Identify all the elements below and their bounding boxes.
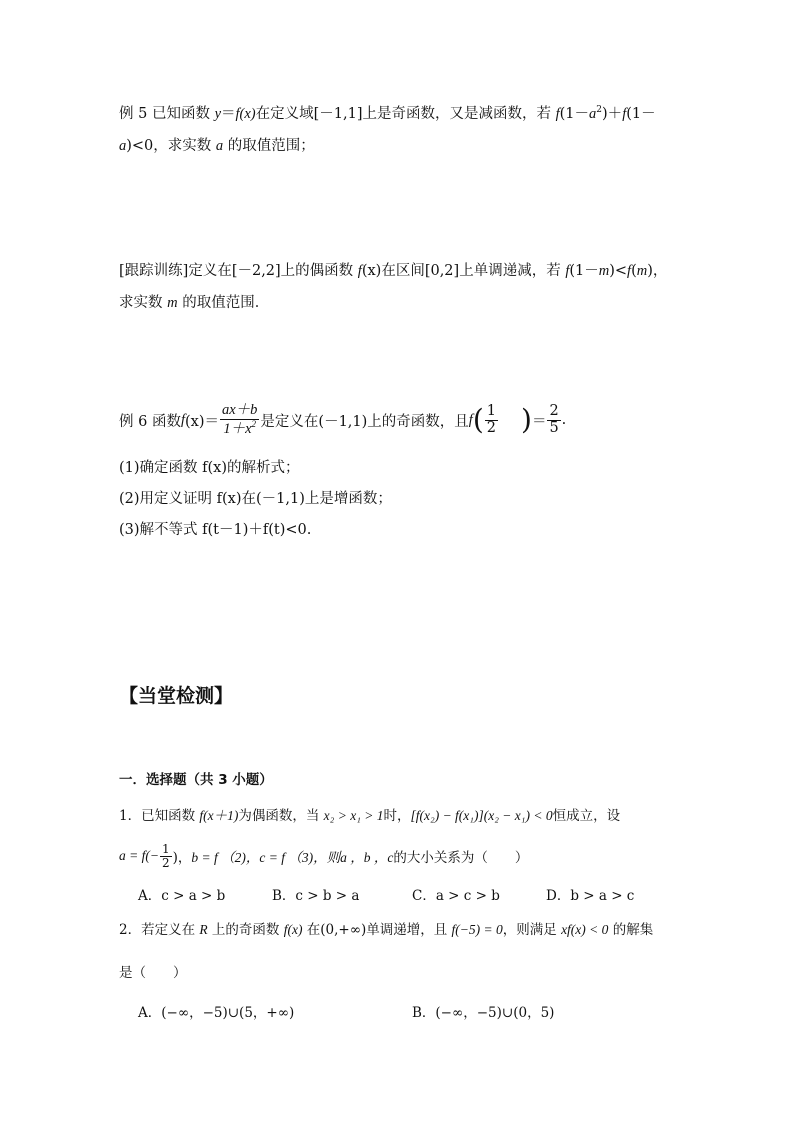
var-a: a xyxy=(215,138,224,154)
example6-intro: 例 6 函数 xyxy=(119,413,181,430)
example6-line1 xyxy=(119,398,566,442)
equals-sign: ＝ xyxy=(531,413,547,430)
q2-inequality: xf(x) < 0 xyxy=(561,922,609,937)
q2-option-b[interactable]: B．(−∞，−5)∪(0，5) xyxy=(412,1005,555,1021)
fraction-definition xyxy=(220,403,259,436)
expr-part: (1－ xyxy=(569,263,599,279)
example5-line2 xyxy=(119,134,315,155)
q1-text: )， xyxy=(172,850,192,866)
q1-bc-def: b = f （2)，c = f （3)，则 xyxy=(191,850,341,865)
question1-line1 xyxy=(119,804,620,824)
var-y: y xyxy=(214,106,221,122)
func-f: f xyxy=(468,411,473,428)
q1-a-def: a = f(− xyxy=(119,848,159,863)
example5-intro: 例 5 已知函数 xyxy=(119,106,215,122)
fraction-value xyxy=(547,404,560,435)
func-f: f xyxy=(627,263,632,279)
q1-option-d[interactable]: D．b > a > c xyxy=(546,888,635,904)
var-m: m xyxy=(598,263,610,279)
fraction-numerator: ax＋b xyxy=(221,402,258,419)
example6-q2: (2)用定义证明 f(x)在(－1,1)上是增函数； xyxy=(119,491,392,507)
q1-text: 恒成立，设 xyxy=(552,808,621,824)
follow-up-condition: (x)在区间[0,2]上单调递减，若 xyxy=(361,263,566,279)
expr-part: ( xyxy=(631,263,637,279)
exponent: 2 xyxy=(251,418,257,429)
denominator-text: 1＋x xyxy=(223,420,252,437)
expr-part: (1－ xyxy=(626,106,656,122)
func-f: f xyxy=(555,106,560,122)
fraction-half xyxy=(160,843,172,869)
follow-up-ask-end: 的取值范围． xyxy=(177,295,270,311)
fraction-denominator: 2 xyxy=(486,419,496,436)
example5-ask-end: 的取值范围； xyxy=(223,138,315,154)
q2-zero: f(−5) = 0 xyxy=(451,922,503,937)
example6-q3: (3)解不等式 f(t－1)＋f(t)<0. xyxy=(119,522,312,538)
var-m: m xyxy=(167,295,178,311)
func-f: f xyxy=(180,411,185,428)
right-paren: ) xyxy=(521,403,532,436)
question2-line2: 是（ ） xyxy=(119,965,187,981)
q1-intro: 1．已知函数 xyxy=(119,808,200,824)
follow-up-line1 xyxy=(119,259,667,280)
func-f: f xyxy=(235,106,240,122)
example5-condition: 在定义域[－1,1]上是奇函数，又是减函数，若 xyxy=(255,106,556,122)
q1-option-c[interactable]: C．a > c > b xyxy=(412,888,500,904)
q1-expression: [f(x₂) − f(x₁)](x₂ − x₁) < 0 xyxy=(410,808,553,823)
expr-part: )＋ xyxy=(602,106,623,122)
set-R: R xyxy=(199,922,208,937)
expr-part: (x)＝ xyxy=(184,413,219,430)
q1-text: 时， xyxy=(383,808,411,824)
func-f: f xyxy=(565,263,570,279)
q2-option-a[interactable]: A．(−∞，−5)∪(5，+∞) xyxy=(138,1005,295,1021)
q2-text: ，则满足 xyxy=(502,922,562,938)
func-arg: (x) xyxy=(239,106,256,122)
q2-function: f(x) xyxy=(283,922,303,937)
follow-up-line2 xyxy=(119,291,269,312)
q1-option-a[interactable]: A．c > a > b xyxy=(138,888,226,904)
choice-section-subtitle: 一．选择题（共 3 小题） xyxy=(119,772,273,788)
q2-text: 的解集 xyxy=(608,922,654,938)
fraction-denominator: 5 xyxy=(549,419,559,436)
q1-ask: 的大小关系为（ ） xyxy=(393,850,529,866)
question1-line2 xyxy=(119,838,528,874)
var-m: m xyxy=(636,263,648,279)
follow-up-ask: 求实数 xyxy=(119,295,168,311)
follow-up-intro: [跟踪训练]定义在[－2,2]上的偶函数 xyxy=(119,263,358,279)
left-paren: ( xyxy=(472,403,484,436)
exponent: 2 xyxy=(596,105,603,115)
q2-intro: 2．若定义在 xyxy=(119,922,200,938)
func-f: f xyxy=(357,263,362,279)
q1-function: f(x＋1) xyxy=(199,808,239,823)
expr-part: )< xyxy=(609,263,628,279)
func-f: f xyxy=(622,106,627,122)
example5-ask: )<0，求实数 xyxy=(126,138,216,154)
q1-text: 为偶函数，当 xyxy=(238,808,324,824)
example5-line1 xyxy=(119,102,656,123)
fraction-denominator xyxy=(220,420,259,437)
var-a: a xyxy=(589,106,597,122)
example6-condition: 是定义在(－1,1)上的奇函数，且 xyxy=(260,413,469,430)
fraction-half xyxy=(485,404,498,435)
expr-part: (1－ xyxy=(559,106,590,122)
fraction-numerator: 1 xyxy=(161,841,170,856)
example6-q1: (1)确定函数 f(x)的解析式； xyxy=(119,460,300,476)
section-title: 【当堂检测】 xyxy=(119,685,234,707)
q2-text: 在 xyxy=(302,922,321,938)
fraction-numerator: 1 xyxy=(486,403,496,420)
q2-text: 上的奇函数 xyxy=(207,922,284,938)
q1-option-b[interactable]: B．c > b > a xyxy=(272,888,360,904)
q2-text: 单调递增，且 xyxy=(366,922,452,938)
fraction-denominator: 2 xyxy=(161,855,170,870)
q1-vars: a ，b ，c xyxy=(340,850,394,865)
q2-interval: (0,+∞) xyxy=(320,922,367,938)
fraction-numerator: 2 xyxy=(549,403,559,420)
q1-condition: x₂ > x₁ > 1 xyxy=(323,808,384,823)
var-a: a xyxy=(119,138,127,154)
expr-part: )， xyxy=(647,263,668,279)
period: . xyxy=(561,412,567,428)
equals-sign: ＝ xyxy=(221,106,236,122)
question2-line1 xyxy=(119,918,653,938)
